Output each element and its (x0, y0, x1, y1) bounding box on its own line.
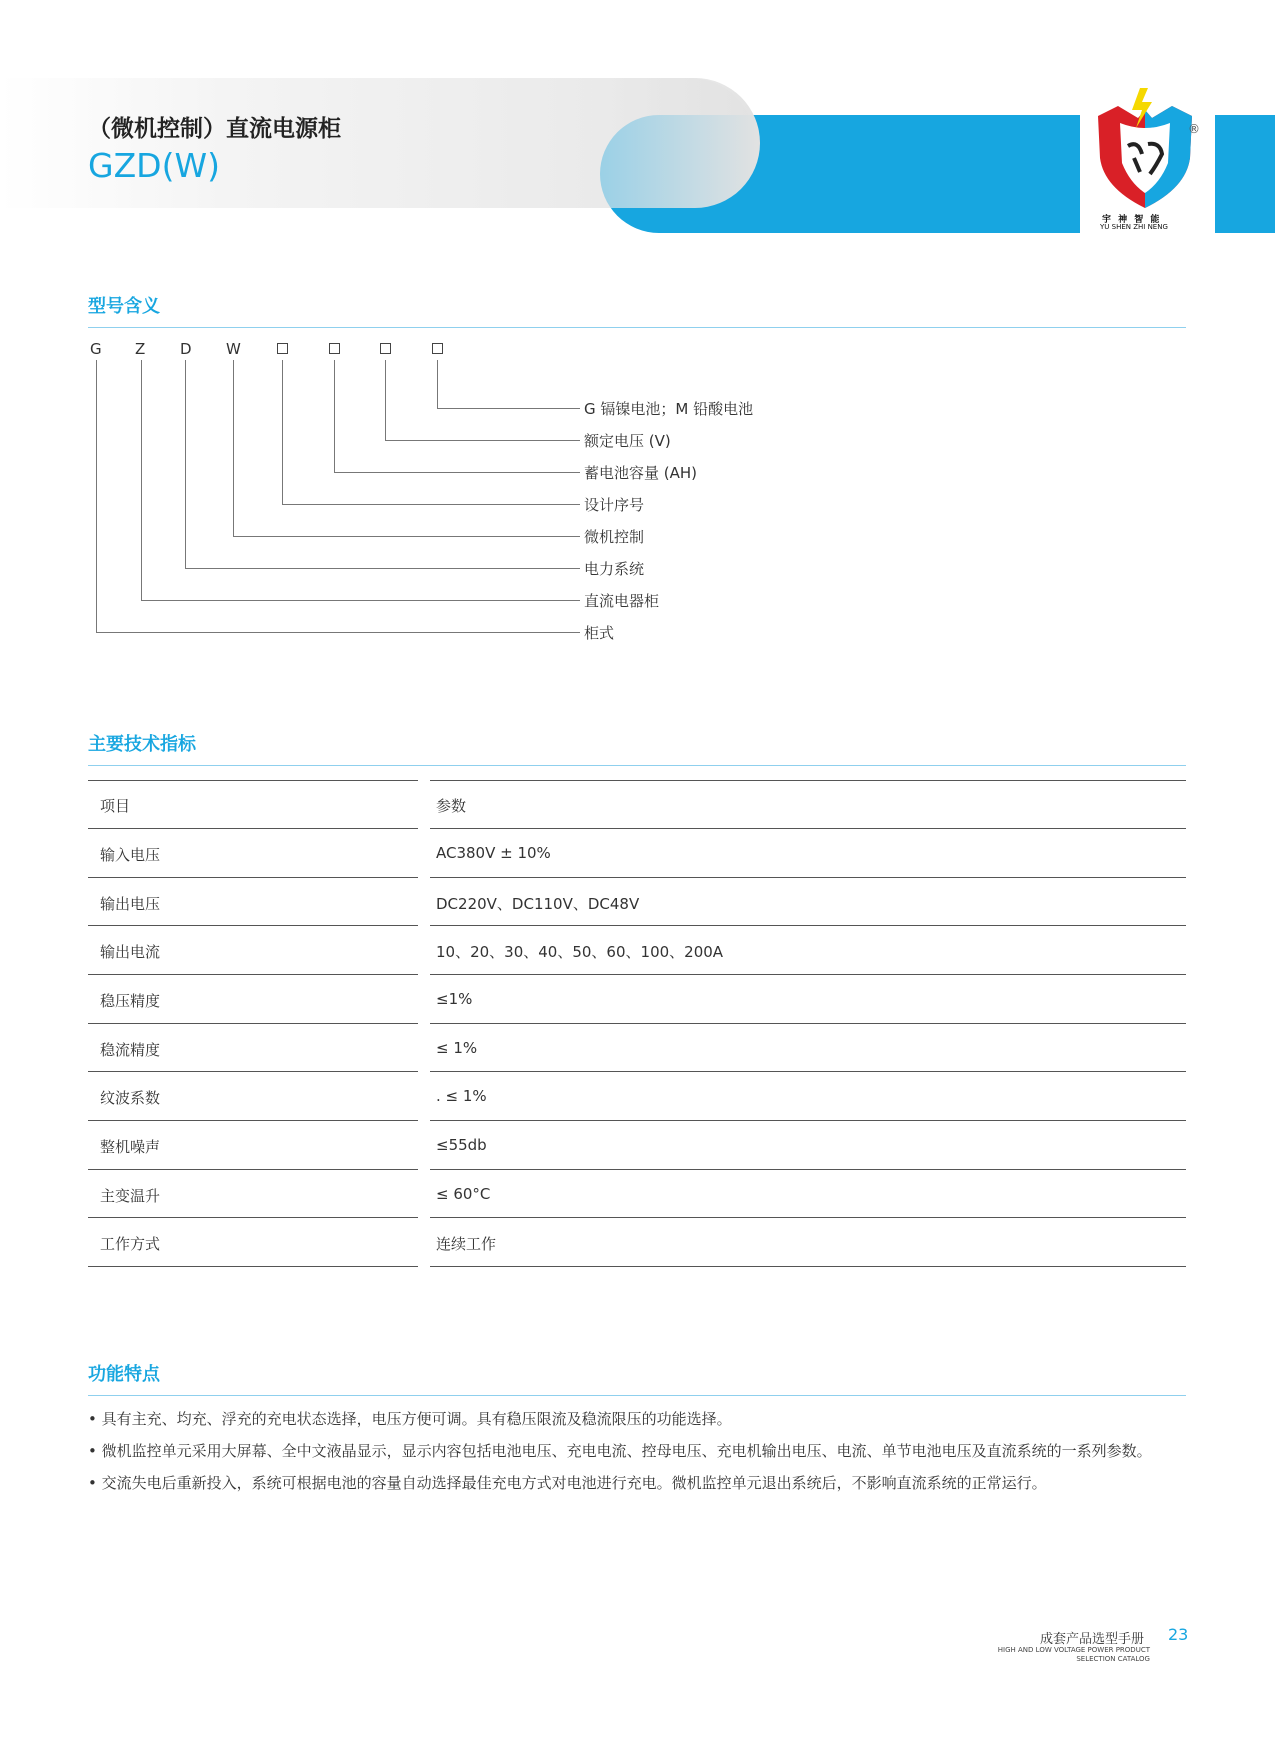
connector-line (141, 360, 142, 600)
table-rule (430, 925, 1186, 926)
connector-line (385, 440, 580, 441)
connector-line (96, 360, 97, 632)
connector-line (282, 504, 580, 505)
table-cell-item: 输出电压 (100, 895, 161, 913)
table-rule (430, 1071, 1186, 1072)
section-title-specs: 主要技术指标 (88, 734, 196, 755)
table-header-item: 项目 (100, 797, 131, 815)
table-cell-value: ≤ 1% (436, 1039, 478, 1057)
connector-line (437, 360, 438, 408)
table-cell-item: 主变温升 (100, 1187, 161, 1205)
table-cell-value: . ≤ 1% (436, 1087, 487, 1105)
table-rule (430, 1266, 1186, 1267)
table-cell-item: 稳压精度 (100, 992, 161, 1010)
page-number: 23 (1168, 1625, 1189, 1644)
table-rule (88, 1169, 418, 1170)
table-cell-item: 纹波系数 (100, 1089, 161, 1107)
code-description: 柜式 (584, 624, 615, 642)
table-header-param: 参数 (436, 797, 467, 815)
table-rule (88, 877, 418, 878)
table-cell-item: 输出电流 (100, 943, 161, 961)
connector-line (334, 360, 335, 472)
code-letter: G (90, 340, 102, 358)
connector-line (437, 408, 580, 409)
table-rule (430, 1120, 1186, 1121)
table-rule (88, 1120, 418, 1121)
code-description: 电力系统 (584, 560, 645, 578)
section-divider (88, 327, 1186, 328)
table-rule (88, 1266, 418, 1267)
table-rule (88, 780, 418, 781)
table-rule (430, 1217, 1186, 1218)
feature-item: • 微机监控单元采用大屏幕、全中文液晶显示，显示内容包括电池电压、充电电流、控母电压、充电机输出电压、电流、单节电池电压及直流系统的一系列参数。 (88, 1442, 1152, 1460)
section-title-features: 功能特点 (88, 1364, 160, 1385)
spec-table (88, 780, 1186, 1270)
code-description: G 镉镍电池；M 铅酸电池 (584, 400, 754, 418)
table-rule (430, 877, 1186, 878)
table-cell-item: 整机噪声 (100, 1138, 161, 1156)
table-cell-item: 稳流精度 (100, 1041, 161, 1059)
page-title: （微机控制）直流电源柜 (88, 116, 341, 142)
table-rule (430, 1023, 1186, 1024)
connector-line (334, 472, 580, 473)
code-placeholder-box (432, 343, 443, 354)
footer-catalog-cn: 成套产品选型手册 (1040, 1632, 1145, 1647)
connector-line (185, 568, 580, 569)
table-cell-value: ≤ 60°C (436, 1185, 491, 1203)
code-description: 蓄电池容量 (AH) (584, 464, 698, 482)
feature-item: • 交流失电后重新投入，系统可根据电池的容量自动选择最佳充电方式对电池进行充电。微机监控单元退出系统后，不影响直流系统的正常运行。 (88, 1474, 1047, 1492)
footer-catalog-en: HIGH AND LOW VOLTAGE POWER PRODUCT (997, 1646, 1150, 1654)
table-cell-value: AC380V ± 10% (436, 844, 551, 862)
connector-line (185, 360, 186, 568)
section-divider (88, 765, 1186, 766)
code-description: 额定电压 (V) (584, 432, 671, 450)
table-rule (430, 1169, 1186, 1170)
page-subtitle: GZD(W) (88, 146, 220, 185)
table-rule (430, 780, 1186, 781)
table-cell-value: 10、20、30、40、50、60、100、200A (436, 943, 724, 961)
connector-line (233, 360, 234, 536)
connector-line (141, 600, 580, 601)
code-placeholder-box (380, 343, 391, 354)
table-cell-item: 工作方式 (100, 1235, 161, 1253)
code-description: 直流电器柜 (584, 592, 660, 610)
table-rule (430, 974, 1186, 975)
connector-line (233, 536, 580, 537)
table-rule (88, 974, 418, 975)
table-rule (88, 925, 418, 926)
connector-line (96, 632, 580, 633)
code-placeholder-box (329, 343, 340, 354)
table-rule (430, 828, 1186, 829)
table-cell-value: ≤1% (436, 990, 473, 1008)
feature-item: • 具有主充、均充、浮充的充电状态选择，电压方便可调。具有稳压限流及稳流限压的功能选择。 (88, 1410, 732, 1428)
table-rule (88, 1023, 418, 1024)
logo-text-en: YU SHEN ZHI NENG (1100, 223, 1168, 231)
table-rule (88, 1217, 418, 1218)
connector-line (282, 360, 283, 504)
footer-catalog-en: SELECTION CATALOG (1076, 1655, 1150, 1663)
brand-logo (1090, 88, 1200, 238)
header-blue-edge (1215, 115, 1275, 233)
code-placeholder-box (277, 343, 288, 354)
header-gray-overlay (590, 78, 760, 208)
logo-text: 宇 神 智 能 (1102, 215, 1162, 225)
table-cell-value: ≤55db (436, 1136, 487, 1154)
code-letter: D (180, 340, 192, 358)
table-cell-item: 输入电压 (100, 846, 161, 864)
table-rule (88, 828, 418, 829)
code-description: 设计序号 (584, 496, 645, 514)
section-title-model: 型号含义 (88, 296, 160, 317)
registered-mark: ® (1188, 122, 1200, 136)
code-letter: Z (135, 340, 146, 358)
table-rule (88, 1071, 418, 1072)
code-letter: W (226, 340, 241, 358)
section-divider (88, 1395, 1186, 1396)
table-cell-value: 连续工作 (436, 1235, 497, 1253)
table-cell-value: DC220V、DC110V、DC48V (436, 895, 640, 913)
connector-line (385, 360, 386, 440)
code-description: 微机控制 (584, 528, 645, 546)
